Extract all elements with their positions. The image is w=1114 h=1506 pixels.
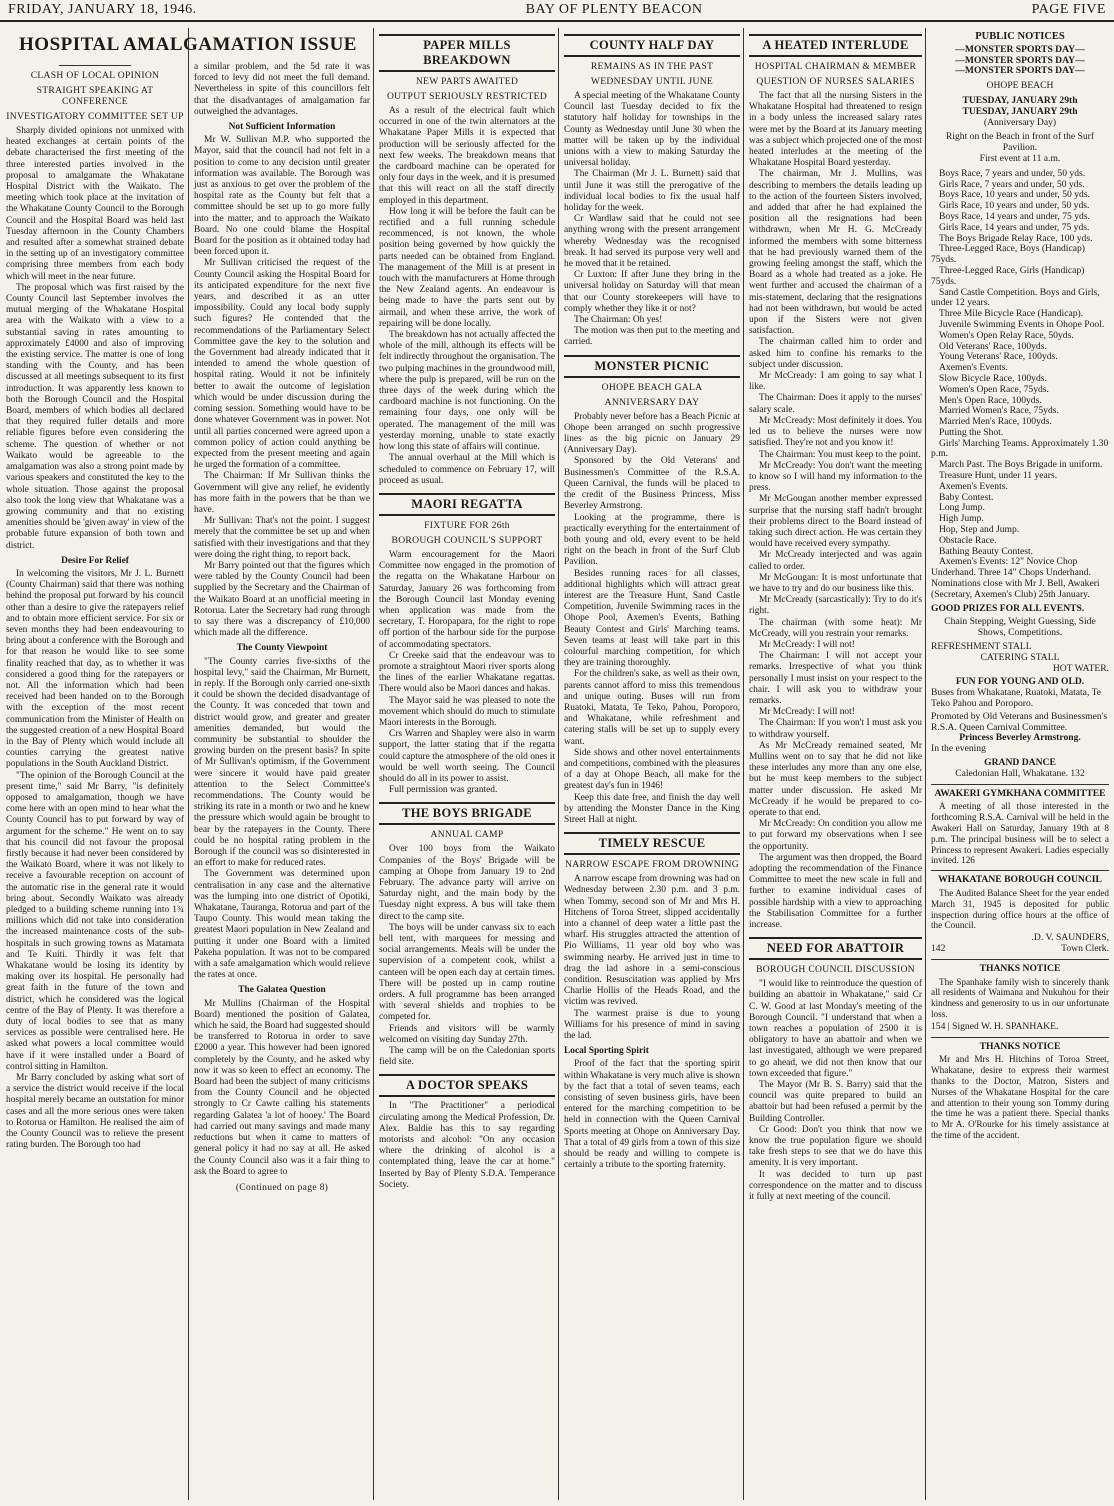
paragraph: The argument was then dropped, the Board adopting the recommendation of the Finance Committee to meet the new scale in full and further to examine individual cases of possible hardship with a view to approaching the Stabilisation Committee for a further increase. <box>749 852 922 931</box>
paragraph: "The County carries five-sixths of the hospital levy," said the Chairman, Mr Burnett, in reply. If the Borough only carried one-sixth it could be shown the decided disadvantage of the County. It was conceded that town and district would grow, and greater and greater amenities demanded, but would the community be substantial to shoulder the growing burden on the present basis? In spite of Mr Sullivan's optimism, if the Government were sincere it would have paid greater attention to the Select Committee's recommendations. The County would be striking its rate in a month or two and he knew the pressure which would again be brought to bear by the ratepayers in the County. There could be no hospital rating problem in the Borough if the council was so disinterested in an effort to make for reduced rates. <box>194 656 370 869</box>
paragraph: Mr W. Sullivan M.P. who supported the Mayor, said that the council had not felt in a position to come to any decision until greater information was available. The Borough was just as anxious to get over the problem of the hospital rate as the County but felt that a committee should be set up to go more fully into the matter, and to approach the Waikato Board. No one could blame the Hospital Board for the position as it obtained today had been forced upon it. <box>194 135 370 258</box>
notice-line: Princess Beverley Armstrong. <box>959 732 1081 744</box>
event-item: Axemen's Events. <box>939 480 1008 492</box>
crosshead: The Galatea Question <box>238 985 326 996</box>
paragraph: Cr Good: Don't you think that now we know the true population figure we should take fresh steps to see that we do have this amenity. It is very important. <box>749 1124 922 1169</box>
notice-line: Promoted by Old Veterans and Businessmen's R.S.A. Queen Carnival Committee. <box>931 710 1108 733</box>
paragraph: The fact that all the nursing Sisters in the Whakatane Hospital had threatened to resign in a body unless the increased salary rates were met by the Board at its January meeting was a subject which projected one of the most heated interludes at the meeting of the Whakatane Hospital Board yesterday. <box>749 91 922 169</box>
event-item: March Past. The Boys Brigade in uniform. <box>939 459 1103 471</box>
paragraph: Over 100 boys from the Waikato Companies of the Boys' Brigade will be camping at Ohope from January 19 to 2nd February. The advance party will arrive on Saturday night, and the main body by the Tuesday night express. A bus will take them direct to the camp site. <box>379 844 555 922</box>
divider <box>931 959 1109 960</box>
subhead: BOROUGH COUNCIL'S SUPPORT <box>391 534 543 546</box>
continued-note: (Continued on page 8) <box>235 1181 329 1193</box>
subhead: REMAINS AS IN THE PAST <box>590 61 714 72</box>
notice-number: 142 <box>931 942 946 954</box>
paragraph: In welcoming the visitors, Mr J. L. Burnett (County Chairman) said that there was nothing behind the proposal put forward by his council other than a desire to give the ratepayers relief and to obtain more efficient service. For six or seven months they had been endeavouring to bring about a conference with the Borough and for that reason he would like to see some finality reached that day, as to whether it was considered a good thing for the ratepayers or not. All the information which had been received had been handed on to the Borough with the exception of the most recent communication from the Minister of Health on the suggested creation of a new Hospital Board in the Bay of Plenty which would include all counties carrying the greatest native populations in the South Auckland District. <box>6 568 184 770</box>
paragraph: Friends and visitors will be warmly welcomed on visiting day Sunday 27th. <box>379 1023 555 1045</box>
masthead <box>0 0 1114 22</box>
paragraph: Proof of the fact that the sporting spirit within Whakatane is very much alive is shown by the fact that a total of seven teams, each consisting of seven business girls, have been entered for the marching competition to be held in connection with the Queen Carnival Sports meeting at Ohope on Anniversary Day. That a total of 49 girls from a town of this size should be ready and willing to compete is certainly a tribute to the sporting fraternity. <box>564 1059 740 1171</box>
paragraph: a similar problem, and the 5d rate it was forced to levy did not meet the full demand. Nevertheless in spite of this councillors felt that the disadvantages of amalgamation far outweighed the advantages. <box>194 62 370 117</box>
notice-line: 154 | Signed W. H. SPANHAKE. <box>931 1020 1059 1032</box>
event-item: Treasure Hunt, under 11 years. <box>939 470 1058 482</box>
headline-abattoir: NEED FOR ABATTOIR <box>749 937 922 960</box>
notice-body: A meeting of all those interested in the forthcoming R.S.A. Carnival will be held in the Awakeri Hall on Saturday, January 19th at 8 p.m. The principal business will be to select a Princess to represent Awakeri. Ladies especially invited. 126 <box>931 801 1109 866</box>
paragraph: Mr McCready: I will not! <box>759 707 855 718</box>
event-item: Boys Race, 10 years and under, 50 yds. <box>939 189 1090 201</box>
notice-line: CATERING STALL <box>980 651 1060 663</box>
public-notices <box>927 28 1113 1500</box>
paragraph: The Chairman (Mr J. L. Burnett) said that until June it was still the prerogative of the individual local bodies to fix the usual half holiday for the week. <box>564 169 740 214</box>
paper-name: BAY OF PLENTY BEACON <box>525 2 703 17</box>
event-item: Baby Contest. <box>939 491 994 503</box>
paragraph: Mr Barry concluded by asking what sort of a service the district would receive if the local hospital merely became an outstation for minor cases and all the more serious ones were taken to Rotorua or Hamilton. He realised the aim of the County Council was to relieve the present rating burden. The Borough too had <box>6 1073 184 1151</box>
paragraph: The chairman, Mr J. Mullins, was describing to members the details leading up to the action of the fourteen Sisters involved, and added that after he had explained the position all the resignations had been withdrawn, when Mr H. G. McCready informed the members with some bitterness that he had previously warned them of the growing feeling amongst the staff, which the Board as a whole had treated as a joke. He went further and accused the chairman of a mis-statement, declaring that the resignations had not been withdrawn, but would be acted upon if the Sisters were not given satisfaction. <box>749 169 922 337</box>
column-rule <box>188 28 189 1500</box>
paragraph: "The opinion of the Borough Council at the present time," said Mr Barry, "is definitely opposed to amalgamation, though we have come here with an open mind to hear what the County Council has to put forward by way of argument for the scheme." He went on to say that his council did not favour the proposal firstly because it had never been considered by the Waikato Board, where it was not likely to receive a favourable reception on account of the automatic rise in the general rate it would bring about. Secondly Waikato was already pledged to a building scheme running into 1¾ millions which did not take into consideration the increased maintenance costs of the sub-hospitals in such growing towns as Matamata and Te Kuiti. Thirdly it was felt that Whakatane would be losing its identity by making over its hospital. He personally had great faith in the future of the town and district, which he considered was the logical centre of the Bay of Plenty. It was therefore a duty of local bodies to see that as many services as possible were centralised here. He asked what powers a local committee would have if it were installed under a Board of control sitting in Hamilton. <box>6 770 184 1072</box>
event-item: Juvenile Swimming Events in Ohope Pool. <box>939 318 1105 330</box>
event-item: Women's Open Relay Race, 50yds. <box>939 329 1074 341</box>
headline-boys-brigade: THE BOYS BRIGADE <box>379 802 555 825</box>
page-number: PAGE FIVE <box>1031 2 1106 17</box>
event-item: Girls' Marching Teams. Approximately 1.30 p.m. <box>931 437 1109 460</box>
notice-line: Right on the Beach in front of the Surf Pavilion. <box>945 131 1095 154</box>
paragraph: The Government was determined upon centralisation in any case and the alternative was the lumping into one district of Opotiki, Whakatane, Tauranga, Rotorua and part of the Taupo County. This would mean taking the greatest Maori population in New Zealand and putting it under one Board with a limited Pakeha population. It was not to be compared with a safe amalgamation which would relieve the rates at once. <box>194 869 370 981</box>
divider <box>931 870 1109 871</box>
divider <box>59 65 130 66</box>
paragraph: The camp will be on the Caledonian sports field site. <box>379 1046 555 1068</box>
paragraph: The breakdown has not actually affected the whole of the mill, although its effects will be felt indirectly throughout the organisation. The two pulping machines in the groundwood mill, where the pulp is prepared, will be run on the three days of the week during which the cardboard machine is not functioning. On the remaining four days, one only will be operated. The management of the mill was yesterday morning, unable to state exactly how long this state of affairs will continue. <box>379 330 555 453</box>
notice-line: TUESDAY, JANUARY 29th <box>962 105 1078 117</box>
subhead: QUESTION OF NURSES SALARIES <box>756 76 915 87</box>
event-item: Three Mile Bicycle Race (Handicap). <box>939 308 1084 320</box>
paragraph: Side shows and other novel entertainments and competitions, combined with the pleasures of a day at Ohope Beach, all make for the greatest day's fun in 1946! <box>564 747 741 792</box>
notice-line: Caledonian Hall, Whakatane. 132 <box>955 767 1085 779</box>
paragraph: The boys will be under canvass six to each bell tent, with marquees for messing and social arrangements. Meals will be under the supervision of a competent cook, whilst a canteen will be open each day at certain times. There will be posted up in camp routine orders. A full programme has been arranged with several shields and trophies to be competed for. <box>379 922 555 1023</box>
paragraph: The warmest praise is due to young Williams for his presence of mind in saving the lad. <box>564 1008 740 1042</box>
paragraph: The Chairman: I will not accept your remarks. Irrespective of what you think personally I must insist on your respect to the chair. I will ask you to withdraw your remarks. <box>749 651 922 706</box>
headline-heated-interlude: A HEATED INTERLUDE <box>749 34 922 57</box>
paragraph: The chairman called him to order and asked him to confine his remarks to the subject under discussion. <box>749 337 922 370</box>
paragraph: The Chairman: If you won't I must ask you to withdraw yourself. <box>749 718 922 740</box>
paragraph: It was decided to turn up past correspondence on the matter and to discuss it fully at next meeting of the council. <box>749 1169 922 1203</box>
notice-title: AWAKERI GYMKHANA COMMITTEE <box>934 787 1106 799</box>
paragraph: Cr Wardlaw said that he could not see anything wrong with the present arrangement whereby Wednesday was the recognised break. It had served its purpose very well and he moved that it be retained. <box>564 214 740 270</box>
notice-line: Buses from Whakatane, Ruatoki, Matata, Te Teko Pahou and Poroporo. <box>931 687 1102 710</box>
headline-paper-mills: PAPER MILLS BREAKDOWN <box>379 34 555 72</box>
notice-line: —MONSTER SPORTS DAY— <box>955 65 1085 77</box>
headline-timely-rescue: TIMELY RESCUE <box>564 832 740 855</box>
notice-line: (Anniversary Day) <box>983 116 1057 128</box>
notice-line: —MONSTER SPORTS DAY— <box>955 54 1085 66</box>
paragraph: Full permission was granted. <box>389 785 498 796</box>
notice-line: In the evening <box>931 743 986 755</box>
paragraph: Mr McCready interjected and was again called to order. <box>749 550 922 572</box>
subhead: HOSPITAL CHAIRMAN & MEMBER <box>754 61 917 72</box>
event-item: Obstacle Race. <box>939 534 997 546</box>
subhead: CLASH OF LOCAL OPINION <box>30 70 160 81</box>
notice-title: WHAKATANE BOROUGH COUNCIL <box>938 874 1102 886</box>
event-item: Putting the Shot. <box>939 426 1004 438</box>
event-item: Boys Race, 14 years and under, 75 yds. <box>939 210 1090 222</box>
paragraph: Mr McGougan another member expressed surprise that the nursing staff hadn't brought their problems direct to the Board instead of taking such direct action. He was certain they would have received every sympathy. <box>749 494 922 550</box>
event-item: Long Jump. <box>939 502 985 514</box>
headline-county-half-day: COUNTY HALF DAY <box>564 34 740 57</box>
paragraph: The chairman (with some heat): Mr McCready, will you restrain your remarks. <box>749 617 922 639</box>
paragraph: Mr Barry pointed out that the figures which were tabled by the County Council had been supplied by the Secretary and the Chairman of the Waikato Board at an unofficial meeting in Rotorua. Later the Secretary had rung through to say there was a discrepancy of £10,000 which made all the difference. <box>194 560 370 639</box>
notice-body: Mr and Mrs H. Hitchins of Toroa Street, Whakatane, desire to express their warmest thanks to the Doctor, Matron, Sisters and Nurses of the Whakatane Hospital for the care and attention to their young son Tommy during the time he was a patient there. Special thanks to Mr A. O'Rourke for his timely assistance at the time of the accident. <box>931 1054 1109 1140</box>
paragraph: Mr Sullivan criticised the request of the County Council asking the Hospital Board for its anticipated expenditure for the next five years, and described it as an utter impossibility. Could any local body supply such figures? He contended that the recommendations of the Parliamentary Select Committee gave the key to the solution and the Government had already indicated that it intended to amend the whole question of hospital rating. Would it not be infinitely better to await the outcome of legislation which would be under discussion during the coming session. Something would have to be done whatever Government was in power. Not until all parties concerned were agreed upon a common policy of action could anything be expected from the present meeting and again he urged the formation of a committee. <box>194 258 370 471</box>
subhead: FIXTURE FOR 26th <box>424 519 510 531</box>
paragraph: A special meeting of the Whakatane County Council last Tuesday decided to fix the statutory half holiday for townships in the County as Wednesday until June 30 when the matter will be taken up by the individual unions with a view to making Saturday the universal holiday. <box>564 91 740 169</box>
event-item: Hop, Step and Jump. <box>939 524 1020 536</box>
crosshead: The County Viewpoint <box>236 643 328 654</box>
paragraph: Probably never before has a Beach Picnic at Ohope been arranged on suchh progressive lines as the big picnic on January 29 (Anniversary Day). <box>564 411 740 456</box>
column-4 <box>560 28 744 1500</box>
paragraph: The proposal which was first raised by the County Council last September involves the mutual merging of the Whakatane Hospital area with the Waikato with a view to a substantial saving in rates amounting to approximately £4000 and also of improving the existing service. The matter is one of long standing with the County, and has been discussed at all meetings subsequent to its first introduction. It was apparently less known to both the Borough Council and the Hospital Board, members of which bodies all declared that they required fuller details and more reliable figures before even considering the scheme. The question of whether or not Waikato would be agreeable to the amalgamation was also a strong point made by various speakers and constituted the key to the whole situation. Those against the proposal also took the long view that Whakatane was a growing community and that no existing amenities should be 'given away' in view of the probable future expansion of both town and district. <box>6 282 184 551</box>
paragraph: Keep this date free, and finish the day well by attending the Monster Dance in the King Street Hall at night. <box>564 792 740 825</box>
event-item: Boys Race, 7 years and under, 50 yds. <box>939 167 1086 179</box>
event-item: Men's Open Race, 100yds. <box>939 394 1042 406</box>
paragraph: In "The Practitioner" a periodical circulating among the Medical Profession, Dr. Alex. Baldie has this to say regarding motorists and alcohol: "On any occasion where the drinking of alcohol is a contemplated thing, leave the car at home." Inserted by Bay of Plenty S.D.A. Temperance Society. <box>379 1101 555 1190</box>
event-item: Married Women's Race, 75yds. <box>939 405 1059 417</box>
event-item: Young Veterans' Race, 100yds. <box>939 351 1058 363</box>
notice-signature: Town Clerk. <box>1061 942 1109 954</box>
paragraph: The Chairman: If Mr Sullivan thinks the Government will give any relief, he evidently has more faith in the powers that be than we have. <box>194 471 370 515</box>
events-list <box>931 169 1109 601</box>
headline-doctor-speaks: A DOCTOR SPEAKS <box>379 1074 555 1097</box>
event-item: Women's Open Race, 75yds. <box>939 383 1049 395</box>
paragraph: For the children's sake, as well as their own, parents cannot afford to miss this tremendous and unique outing. Buses will run from Ruatoki, Matata, Te Teko, Pahou, Poroporo, and Whakatane, while refreshment and catering stalls will be set up to supply every want. <box>564 669 740 747</box>
notice-line: TUESDAY, JANUARY 29th <box>962 94 1078 106</box>
paragraph: Cr Creeke said that the endeavour was to promote a straightout Maori river sports along the lines of the earlier Whakatane regattas. There would also be Maori dances and hakas. <box>379 650 555 695</box>
paragraph: Sponsored by the Old Veterans' and Businessmen's Committee of the R.S.A. Queen Carnival, the funds will be placed to the credit of the Business Princess, Miss Beverley Armstrong. <box>564 456 740 512</box>
subhead: BOROUGH COUNCIL DISCUSSION <box>756 964 915 976</box>
paragraph: The motion was then put to the meeting and carried. <box>564 326 740 348</box>
subhead: ANNUAL CAMP <box>430 829 504 841</box>
paragraph: Besides running races for all classes, additional highlights which will attract great interest are the Treasure Hunt, Sand Castle Competition, Juvenile Swimming races in the Ohope Pool, Axemen's Events, Bathing Beauty Contest and Girls' Marching teams. Seven teams at least will take part in this colourful marching competition, for which they are training thoroughly. <box>564 568 740 669</box>
paragraph: Mr McCready: I am going to say what I like. <box>749 371 922 393</box>
notice-line: GRAND DANCE <box>984 757 1056 768</box>
event-item: Slow Bicycle Race, 100yds. <box>939 372 1047 384</box>
headline-monster-picnic: MONSTER PICNIC <box>564 355 740 378</box>
paragraph: Warm encouragement for the Maori Committee now engaged in the promotion of the regatta on the Whakatane Harbour on Saturday, January 26 was forthcoming from the Borough Council last Monday evening when application was made from the secretary, T. Horopapara, for the right to rope off portion of the harbour side for the purpose of accommodating spectators. <box>379 549 555 650</box>
paragraph: The Chairman: Does it apply to the nurses' salary scale. <box>749 393 922 415</box>
paragraph: Mr Sullivan: That's not the point. I suggest merely that the committee be set up and when satisfied with their investigations and that they were doing the right thing, to report back. <box>194 516 370 560</box>
notice-line <box>931 944 1109 955</box>
paragraph: Cr Luxton: If after June they bring in the universal holiday on Saturday will that mean that our County storekeepers will have to comply whether they like it or not? <box>564 270 740 314</box>
event-item: Married Men's Race, 100yds. <box>939 416 1052 428</box>
subhead: WEDNESDAY UNTIL JUNE <box>590 76 714 87</box>
paragraph: The Chairman: You must keep to the point. <box>759 449 921 460</box>
paragraph: Mr McCready (sarcastically): Try to do it's right. <box>749 595 922 617</box>
paragraph: Mr McCready: On condition you allow me to put forward my observations when I see the opportunity. <box>749 819 922 852</box>
event-item: Three-Legged Race, Boys (Handicap) 75yds. <box>931 243 1085 266</box>
notice-line: HOT WATER. <box>1052 662 1109 674</box>
divider <box>931 1037 1109 1038</box>
event-item: Sand Castle Competition. Boys and Girls, under 12 years. <box>931 286 1100 309</box>
crosshead: Local Sporting Spirit <box>564 1046 649 1057</box>
event-item: Girls Race, 7 years and under, 50 yds. <box>939 178 1085 190</box>
notice-line: GOOD PRIZES FOR ALL EVENTS. <box>931 602 1085 614</box>
paragraph: Mr McCready: I will not! <box>759 639 855 650</box>
notice-line: OHOPE BEACH <box>986 80 1054 92</box>
notices-title: PUBLIC NOTICES <box>975 31 1065 42</box>
paragraph: Sharply divided opinions not unmixed with heated exchanges at certain points of the debate characterised the first meeting of the three interested parties involved in the proposal to amalgamate the Whakatane Hospital District with the Waikato. The meeting which took place at the invitation of the Whakatane County Council to the Borough Council and the Hospital Board was held last Tuesday afternoon in the County Chambers and resulted after a somewhat strained debate in the setting up of an investigatory committee comprising three members from each body which will meet in the near future. <box>6 126 184 282</box>
column-3 <box>375 28 559 1500</box>
paragraph: Crs Warren and Shapley were also in warm support, the latter stating that if the regatta could capture the atmosphere of the old ones it would be well worth seeing. The Council should do all in its power to assist. <box>379 729 555 784</box>
column-2 <box>190 62 374 1500</box>
paragraph: A narrow escape from drowning was had on Wednesday between 2.30 p.m. and 3 p.m. when Tommy, second son of Mr and Mrs H. Hitchens of Toroa Street, slipped accidentally into a channel of deep water a little past the wharf. His struggles attracted the attention of Pio Williams, 11 year old boy who was swimming nearby. He arrived just in time to drag the lad ashore in a semi-conscious condition. Resuscitation was applied by Mrs Charlie Hollis of the Heads Road, and the victim was revived. <box>564 874 740 1008</box>
event-item: Three-Legged Race, Girls (Handicap) 75yds. <box>931 264 1085 287</box>
event-item: Bathing Beauty Contest. <box>939 545 1034 557</box>
paragraph: The annual overhaul at the Mill which is scheduled to commence on February 17, will proceed as usual. <box>379 453 555 486</box>
subhead: INVESTIGATORY COMMITTEE SET UP <box>6 111 184 122</box>
event-item: Old Veterans' Race, 100yds. <box>939 340 1047 352</box>
headline-maori-regatta: MAORI REGATTA <box>379 493 555 516</box>
subhead: OUTPUT SERIOUSLY RESTRICTED <box>386 91 548 102</box>
paragraph: The Mayor said he was pleased to note the movement which should do much to stimulate Maori interests in the Borough. <box>379 695 555 728</box>
paragraph: As Mr McCready remained seated, Mr Mullins went on to say that he did not like these interludes any more than any one else, but he must keep members to the subject matter under discussion. He asked Mr McCready if he would be prepared to co-operate to that end. <box>749 740 922 818</box>
paragraph: Mr McCready: Most definitely it does. You led us to believe the nurses were now satisfied. They're not and you know it! <box>749 415 922 449</box>
subhead: ANNIVERSARY DAY <box>604 396 700 408</box>
paragraph: Looking at the programme, there is practically everything for the entertainment of both young and old, every event to be held right on the beach in front of the Surf Club Pavilion. <box>564 512 740 568</box>
issue-date: FRIDAY, JANUARY 18, 1946. <box>8 2 197 17</box>
paragraph: How long it will be before the fault can be rectified and a full running schedule recommenced, is not known, the whole position being governed by how quickly the parts needed can be obtained from England. The management of the Mill is at present in touch with the manufacturers at Home through the New Zealand agents. An endeavour is being made to have the parts sent out by airmail, and when these arrive, the work of repairing will be done locally. <box>379 206 555 329</box>
subhead: STRAIGHT SPEAKING AT CONFERENCE <box>36 85 154 107</box>
paragraph: Mr McGougan: It is most unfortunate that we have to try and do our business like this. <box>749 572 922 594</box>
paragraph: "I would like to reintroduce the question of building an abattoir in Whakatane," said Cr C. W. Good at last Monday's meeting of the Borough Council. "I understand that when a town reaches a population of 2500 it is obligatory to have an abattoir and when we last investigated, although we were prepared to go ahead, we did not then know that our town exceeded that figure." <box>749 979 922 1079</box>
paragraph: Mr McCready: You don't want the meeting to know so I will hand my information to the press. <box>749 460 922 494</box>
notice-body: The Audited Balance Sheet for the year ended March 31, 1945 is deposited for public inspection during office hours at the office of the Council. <box>931 887 1109 931</box>
headline-hospital: HOSPITAL AMALGAMATION ISSUE <box>19 34 357 55</box>
paragraph: The Chairman: Oh yes! <box>574 315 663 326</box>
paragraph: The Mayor (Mr B. S. Barry) said that the council was quite prepared to build an abattoir but had been refused a permit by the Building Controller. <box>749 1080 922 1124</box>
notice-line: FUN FOR YOUNG AND OLD. <box>955 676 1085 688</box>
crosshead: Not Sufficient Information <box>228 122 336 133</box>
subhead: OHOPE BEACH GALA <box>601 381 703 393</box>
notice-line: First event at 11 a.m. <box>979 152 1061 164</box>
notice-line: Chain Stepping, Weight Guessing, Side Shows, Competitions. <box>944 616 1096 639</box>
notice-title: THANKS NOTICE <box>979 1040 1061 1052</box>
notice-line: .D. V. SAUNDERS, <box>1031 932 1109 944</box>
notice-line: —MONSTER SPORTS DAY— <box>955 43 1085 55</box>
notice-line: REFRESHMENT STALL <box>931 641 1032 653</box>
divider <box>931 784 1109 785</box>
subhead: NARROW ESCAPE FROM DROWNING <box>565 859 739 871</box>
event-item: The Boys Brigade Relay Race, 100 yds. <box>939 232 1093 244</box>
column-1 <box>2 62 188 1500</box>
subhead: NEW PARTS AWAITED <box>415 76 519 87</box>
paragraph: Mr Mullins (Chairman of the Hospital Board) mentioned the position of Galatea, which he said, the Board had suggested should be transferred to Rotorua in order to save £2000 a year. This however had been ignored completely by the County, and he asked why now it was so keen to effect an economy. The Board had been the subject of many criticisms from the County Council and he objected strongly to Cr Cawte calling his statements regarding Galatea 'a lot of hooey.' The Board had carried out many savings and made many reductions but when it came to matters of general policy it had no say at all. He asked the County Council also was it a fair thing to ask the Board to agree to <box>194 998 370 1177</box>
event-item: Girls Race, 14 years and under, 75 yds. <box>939 221 1090 233</box>
column-5 <box>745 28 926 1500</box>
paragraph: As a result of the electrical fault which occurred in one of the twin alternators at the Whakatane Paper Mills it is expected that production will be seriously affected for the next few weeks. The breakdown means that the cardboard machine can be operated for only four days in the week, and it is presumed that this will react on all the staff directly employed in this department. <box>379 106 555 206</box>
crosshead: Desire For Relief <box>61 555 129 566</box>
event-item: Girls Race, 10 years and under, 50 yds. <box>939 200 1090 212</box>
notice-body: The Spanhake family wish to sincerely thank all residents of Waimana and Nukuhou for their kindness and generosity to us in our unfortunate loss. <box>931 976 1109 1019</box>
event-item: High Jump. <box>939 513 984 525</box>
notice-title: THANKS NOTICE <box>979 962 1061 974</box>
event-item: Axemen's Events: 12" Novice Chop Underhand. Three 14" Chops Underhand. Nominations close with Mr J. Bell, Awakeri (Secretary, Axemen's Club) 25th January. <box>931 556 1100 600</box>
event-item: Axemen's Events. <box>939 362 1008 374</box>
